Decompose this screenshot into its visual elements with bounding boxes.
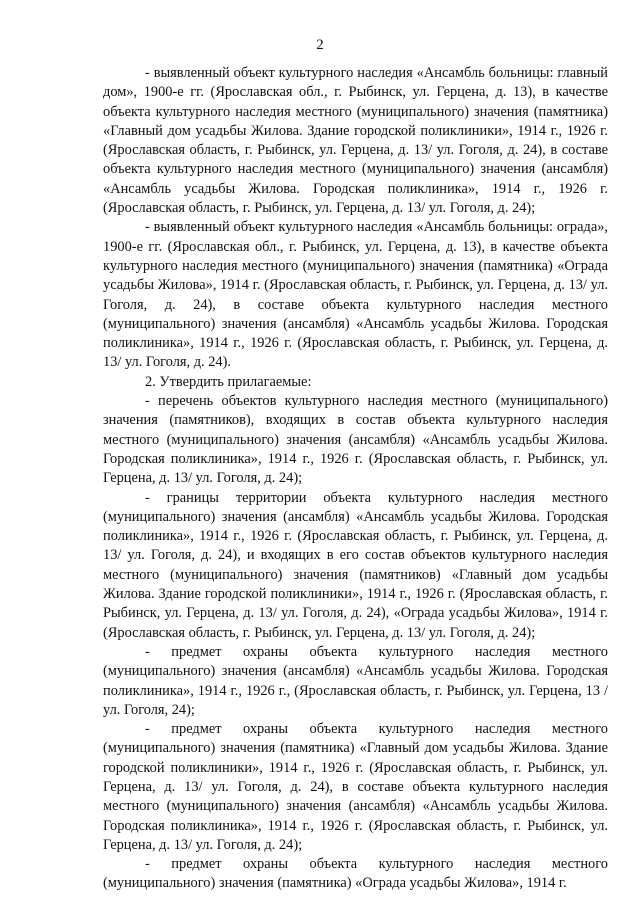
paragraph-approve-heading: 2. Утвердить прилагаемые:	[145, 373, 312, 390]
paragraph-protection-fence: - предмет охраны объекта культурного наследия местного (муниципального) значения (памятника) «Ограда усадьбы Жилова», 1914 г.	[103, 856, 608, 892]
paragraph-fence: - выявленный объект культурного наследия «Ансамбль больницы: ограда», 1900-е гг. (Ярославская обл., г. Рыбинск, ул. Герцена, д. 13), в качестве объекта культурного наследия местного (муниципального) значения (памятника) «Ограда усадьбы Жилова», 1914 г. (Ярославская область, г. Рыбинск, ул. Герцена, д. 13/ ул. Гоголя, д. 24), в составе объекта культурного наследия местного (муниципального) значения (ансамбля) «Ансамбль усадьбы Жилова. Городская поликлиника», 1914 г., 1926 г. (Ярославская область, г. Рыбинск, ул. Герцена, д. 13/ ул. Гоголя, д. 24).	[103, 219, 608, 371]
document-body	[103, 64, 608, 894]
paragraph-territory-boundaries: - границы территории объекта культурного наследия местного (муниципального) значения (ансамбля) «Ансамбль усадьбы Жилова. Городская поликлиника», 1914 г., 1926 г. (Ярославская область, г. Рыбинск, ул. Герцена, д. 13/ ул. Гоголя, д. 24), и входящих в его состав объектов культурного наследия местного (муниципального) значения (памятников) «Главный дом усадьбы Жилова. Здание городской поликлиники», 1914 г., 1926 г. (Ярославская область, г. Рыбинск, ул. Герцена, д. 13/ ул. Гоголя, д. 24), «Ограда усадьбы Жилова», 1914 г. (Ярославская область, г. Рыбинск, ул. Герцена, д. 13/ ул. Гоголя, д. 24);	[103, 489, 608, 641]
paragraph-protection-ensemble: - предмет охраны объекта культурного наследия местного (муниципального) значения (ансамбля) «Ансамбль усадьбы Жилова. Городская поликлиника», 1914 г., 1926 г., (Ярославская область, г. Рыбинск, ул. Герцена, 13 / ул. Гоголя, 24);	[103, 643, 608, 718]
paragraph-protection-main-house: - предмет охраны объекта культурного наследия местного (муниципального) значения (памятника) «Главный дом усадьбы Жилова. Здание городской поликлиники», 1914 г., 1926 г. (Ярославская область, г. Рыбинск, ул. Герцена, д. 13/ ул. Гоголя, д. 24), в составе объекта культурного наследия местного (муниципального) значения (ансамбля) «Ансамбль усадьбы Жилова. Городская поликлиника», 1914 г., 1926 г. (Ярославская область, г. Рыбинск, ул. Герцена, д. 13/ ул. Гоголя, д. 24);	[103, 721, 608, 853]
paragraph-main-house: - выявленный объект культурного наследия «Ансамбль больницы: главный дом», 1900-е гг. (Ярославская обл., г. Рыбинск, ул. Герцена, д. 13), в качестве объекта культурного наследия местного (муниципального) значения (памятника) «Главный дом усадьбы Жилова. Здание городской поликлиники», 1914 г., 1926 г. (Ярославская область, г. Рыбинск, ул. Герцена, д. 13/ ул. Гоголя, д. 24), в составе объекта культурного наследия местного (муниципального) значения (ансамбля) «Ансамбль усадьбы Жилова. Городская поликлиника», 1914 г., 1926 г. (Ярославская область, г. Рыбинск, ул. Герцена, д. 13/ ул. Гоголя, д. 24);	[103, 65, 608, 217]
paragraph-list-of-objects: - перечень объектов культурного наследия местного (муниципального) значения (памятников), входящих в состав объекта культурного наследия местного (муниципального) значения (ансамбля) «Ансамбль усадьбы Жилова. Городская поликлиника», 1914 г., 1926 г. (Ярославская область, г. Рыбинск, ул. Герцена, д. 13/ ул. Гоголя, д. 24);	[103, 393, 608, 487]
page-number: 2	[316, 37, 324, 53]
